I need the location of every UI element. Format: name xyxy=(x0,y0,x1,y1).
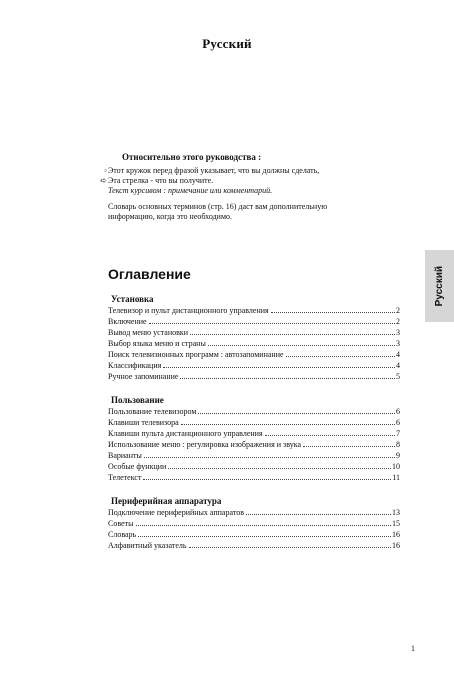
toc-entry-title: Варианты xyxy=(108,451,142,460)
toc-entry-title: Ручное запоминание xyxy=(108,372,179,381)
toc-entry-page: 7 xyxy=(396,429,400,438)
glossary-note-line-2: информацию, когда это необходимо. xyxy=(108,212,233,221)
dot-leader xyxy=(180,378,395,379)
toc-entry-title: Пользование телевизором xyxy=(108,407,197,416)
toc-entry[interactable] xyxy=(108,305,400,316)
dot-leader xyxy=(246,514,391,515)
toc-entry-page: 6 xyxy=(396,418,400,427)
toc-entry-page: 4 xyxy=(396,350,400,359)
toc-entry-page: 8 xyxy=(396,440,400,449)
about-heading: Относительно этого руководства : xyxy=(122,152,262,162)
side-tab-label: Русский xyxy=(434,265,445,307)
dot-leader xyxy=(143,479,391,480)
toc-entry[interactable] xyxy=(108,540,400,551)
toc-entry[interactable] xyxy=(108,518,400,529)
toc-entry[interactable] xyxy=(108,529,400,540)
toc-entry-page: 16 xyxy=(392,541,400,550)
toc-section xyxy=(108,496,400,551)
toc-entry-title: Подключение периферийных аппаратов xyxy=(108,508,244,517)
toc-entry-page: 9 xyxy=(396,451,400,460)
dot-leader xyxy=(163,367,395,368)
page-title: Русский xyxy=(202,36,252,51)
dot-leader xyxy=(198,413,395,414)
dot-leader xyxy=(190,334,395,335)
toc-section-heading: Пользование xyxy=(111,395,164,405)
dot-leader xyxy=(136,525,392,526)
dot-leader xyxy=(144,457,395,458)
toc-entry-title: Включение xyxy=(108,317,147,326)
result-line xyxy=(100,176,398,186)
toc-entry[interactable] xyxy=(108,507,400,518)
glossary-note xyxy=(108,202,398,222)
toc-entry-page: 2 xyxy=(396,306,400,315)
toc-entry-title: Использование меню : регулировка изображения и звука xyxy=(108,440,302,449)
circle-bullet-icon: ◦ xyxy=(104,166,107,175)
dot-leader xyxy=(189,547,391,548)
dot-leader xyxy=(149,323,395,324)
toc-entry[interactable] xyxy=(108,371,400,382)
toc-entry[interactable] xyxy=(108,461,400,472)
toc-entry-title: Вывод меню установки xyxy=(108,328,189,337)
toc-entry[interactable] xyxy=(108,450,400,461)
result-text: Эта стрелка - что вы получите. xyxy=(108,176,214,185)
toc-entry-page: 4 xyxy=(396,361,400,370)
toc-entry-title: Телевизор и пульт дистанционного управления xyxy=(108,306,269,315)
toc-entry[interactable] xyxy=(108,439,400,450)
glossary-note-line-1: Словарь основных терминов (стр. 16) даст вам дополнительную xyxy=(108,202,328,211)
dot-leader xyxy=(138,536,391,537)
about-this-manual xyxy=(100,152,398,222)
toc-entry-page: 16 xyxy=(392,530,400,539)
toc-entry-title: Классификация xyxy=(108,361,162,370)
toc-entry-title: Клавиши пульта дистанционного управления xyxy=(108,429,263,438)
toc-entry-title: Клавиши телевизора xyxy=(108,418,179,427)
toc-entry-page: 11 xyxy=(392,473,400,482)
instruction-text: Этот кружок перед фразой указывает, что вы должны сделать, xyxy=(108,166,320,175)
toc-entry-page: 10 xyxy=(392,462,400,471)
arrow-bullet-icon: ➪ xyxy=(100,176,107,185)
dot-leader xyxy=(265,435,395,436)
toc-entry[interactable] xyxy=(108,360,400,371)
dot-leader xyxy=(181,424,395,425)
toc-entry[interactable] xyxy=(108,316,400,327)
section-spacer xyxy=(108,382,400,395)
table-of-contents xyxy=(108,294,400,551)
toc-section-heading: Периферийная аппаратура xyxy=(111,496,222,506)
toc-entry-page: 3 xyxy=(396,339,400,348)
instruction-line xyxy=(104,166,398,176)
toc-entry-title: Особые функции xyxy=(108,462,167,471)
toc-section-heading: Установка xyxy=(111,294,154,304)
toc-entry[interactable] xyxy=(108,428,400,439)
page-number: 1 xyxy=(411,644,415,653)
section-spacer xyxy=(108,483,400,496)
toc-entry[interactable] xyxy=(108,417,400,428)
toc-entry[interactable] xyxy=(108,327,400,338)
toc-entry-page: 3 xyxy=(396,328,400,337)
toc-entry-title: Словарь xyxy=(108,530,137,539)
toc-entry-page: 6 xyxy=(396,407,400,416)
toc-entry[interactable] xyxy=(108,349,400,360)
toc-entry-page: 2 xyxy=(396,317,400,326)
dot-leader xyxy=(286,356,395,357)
toc-entry[interactable] xyxy=(108,338,400,349)
toc-entry-title: Советы xyxy=(108,519,134,528)
toc-entry[interactable] xyxy=(108,472,400,483)
italic-note-text: Текст курсивом : примечание или комментарий. xyxy=(108,186,273,195)
toc-section xyxy=(108,294,400,382)
dot-leader xyxy=(303,446,395,447)
toc-section xyxy=(108,395,400,483)
toc-entry-title: Выбор языка меню и страны xyxy=(108,339,206,348)
italic-note-line xyxy=(108,186,398,196)
dot-leader xyxy=(168,468,391,469)
toc-entry[interactable] xyxy=(108,406,400,417)
dot-leader xyxy=(271,312,395,313)
toc-entry-page: 15 xyxy=(392,519,400,528)
dot-leader xyxy=(208,345,395,346)
toc-entry-page: 5 xyxy=(396,372,400,381)
language-side-tab xyxy=(425,250,454,322)
toc-entry-title: Поиск телевизионных программ : автозапоминание xyxy=(108,350,284,359)
toc-entry-page: 13 xyxy=(392,508,400,517)
toc-entry-title: Алфавитный указатель xyxy=(108,541,187,550)
toc-title: Оглавление xyxy=(108,266,191,282)
toc-entry-title: Телетекст xyxy=(108,473,142,482)
